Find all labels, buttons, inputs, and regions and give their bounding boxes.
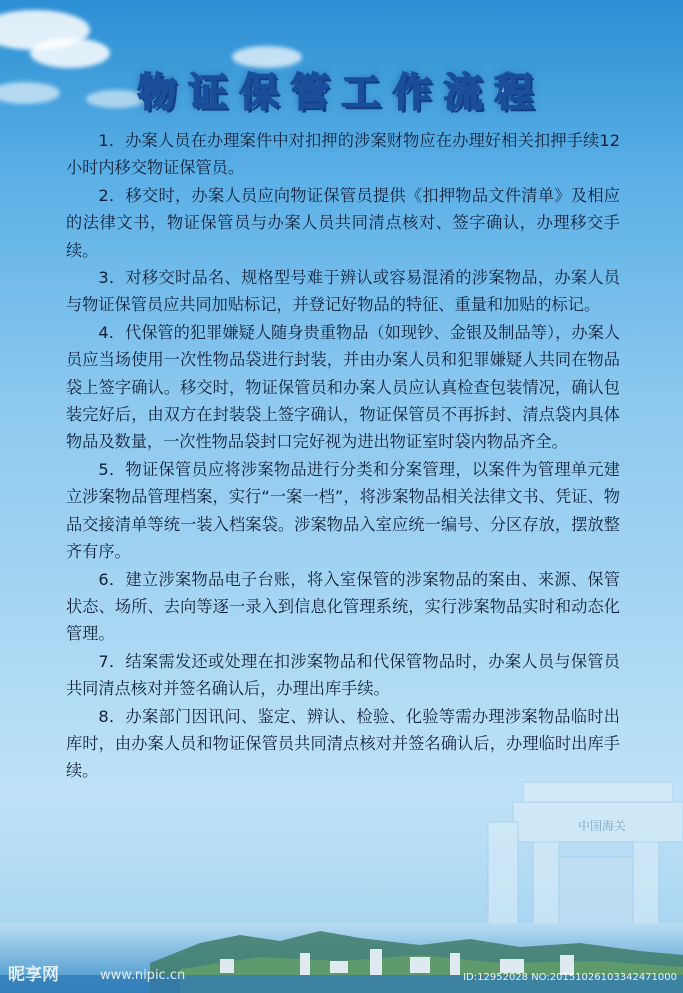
paragraph-8: 8．办案部门因讯问、鉴定、辨认、检验、化验等需办理涉案物品临时出库时，由办案人员和物证保管员共同清点核对并签名确认后，办理临时出库手续。 [66,706,620,781]
paragraph-5: 5．物证保管员应将涉案物品进行分类和分案管理，以案件为管理单元建立涉案物品管理档案，实行“一案一档”，将涉案物品相关法律文书、凭证、物品交接清单等统一装入档案袋。涉案物品入室应统一编号、分区存放，摆放整齐有序。 [66,459,620,562]
watermark-id: ID:12952028 NO:20151026103342471000 [463,972,677,983]
paragraph-7: 7．结案需发还或处理在扣涉案物品和代保管物品时，办案人员与保管员共同清点核对并签名确认后，办理出库手续。 [66,651,620,699]
paragraph-1: 1．办案人员在办理案件中对扣押的涉案财物应在办理好相关扣押手续12小时内移交物证保管员。 [66,131,620,178]
building-sign: 中国海关 [578,819,627,833]
watermark-logo: 昵享网 [8,965,59,985]
paragraph-6: 6．建立涉案物品电子台账，将入室保管的涉案物品的案由、来源、保管状态、场所、去向等逐一录入到信息化管理系统，实行涉案物品实时和动态化管理。 [66,569,620,644]
paragraph-4: 4．代保管的犯罪嫌疑人随身贵重物品（如现钞、金银及制品等），办案人员应当场使用一次性物品袋进行封装，并由办案人员和犯罪嫌疑人共同在物品袋上签字确认。移交时，物证保管员和办案人员应认真检查包装情况，确认包装完好后，由双方在封装袋上签字确认，物证保管员不再拆封、清点袋内具体物品及数量，一次性物品袋封口完好视为进出物证室时袋内物品齐全。 [66,322,620,452]
paragraph-2: 2．移交时，办案人员应向物证保管员提供《扣押物品文件清单》及相应的法律文书，物证保管员与办案人员共同清点核对、签字确认，办理移交手续。 [66,185,620,260]
watermark-url: www.nipic.cn [100,968,186,983]
page-title: 物证保管工作流程 [137,71,546,116]
procedure-text [66,127,620,785]
paragraph-3: 3．对移交时品名、规格型号难于辨认或容易混淆的涉案物品，办案人员与物证保管员应共同加贴标记，并登记好物品的特征、重量和加贴的标记。 [66,268,620,315]
